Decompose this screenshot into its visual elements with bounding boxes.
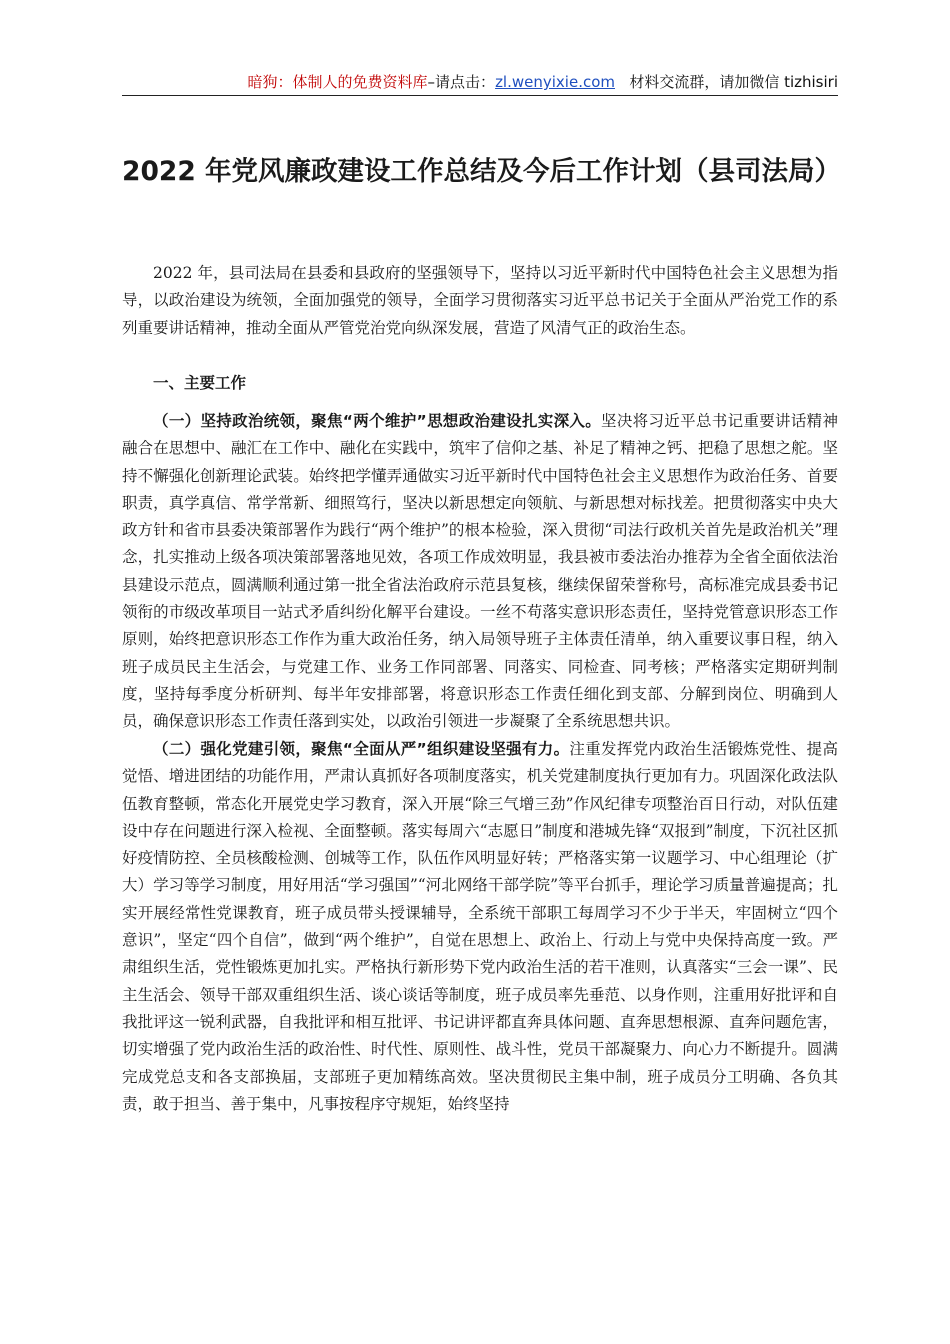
intro-paragraph: 2022 年，县司法局在县委和县政府的坚强领导下，坚持以习近平新时代中国特色社会主义思想为指导，以政治建设为统领，全面加强党的领导，全面学习贯彻落实习近平总书记关于全面从严治党工作的系列重要讲话精神，推动全面从严管党治党向纵深发展，营造了风清气正的政治生态。 [122, 264, 838, 337]
header-link[interactable]: zl.wenyixie.com [495, 73, 615, 91]
header-divider [122, 95, 838, 96]
document-title: 2022 年党风廉政建设工作总结及今后工作计划（县司法局） [122, 156, 841, 187]
paragraph-1-body: 坚决将习近平总书记重要讲话精神融合在思想中、融汇在工作中、融化在实践中，筑牢了信仰之基、补足了精神之钙、把稳了思想之舵。坚持不懈强化创新理论武装。始终把学懂弄通做实习近平新时代中国特色社会主义思想作为政治任务、首要职责，真学真信、常学常新、细照笃行，坚决以新思想定向领航、与新思想对标找差。把贯彻落实中央大政方针和省市县委决策部署作为践行“两个维护”的根本检验，深入贯彻“司法行政机关首先是政治机关”理念，扎实推动上级各项决策部署落地见效，各项工作成效明显，我县被市委法治办推荐为全省全面依法治县建设示范点，圆满顺利通过第一批全省法治政府示范县复核，继续保留荣誉称号，高标准完成县委书记领衔的市级改革项目一站式矛盾纠纷化解平台建设。一丝不苟落实意识形态责任，坚持党管意识形态工作原则，始终把意识形态工作作为重大政治任务，纳入局领导班子主体责任清单，纳入重要议事日程，纳入班子成员民主生活会，与党建工作、业务工作同部署、同落实、同检查、同考核；严格落实定期研判制度，坚持每季度分析研判、每半年安排部署，将意识形态工作责任细化到支部、分解到岗位、明确到人员，确保意识形态工作责任落到实处，以政治引领进一步凝聚了全系统思想共识。 [122, 412, 838, 731]
header-click-prompt: –请点击： [427, 73, 496, 91]
paragraph-2-body: 注重发挥党内政治生活锻炼党性、提高觉悟、增进团结的功能作用，严肃认真抓好各项制度落实，机关党建制度执行更加有力。巩固深化政法队伍教育整顿，常态化开展党史学习教育，深入开展“除三气增三劲”作风纪律专项整治百日行动，对队伍建设中存在问题进行深入检视、全面整顿。落实每周六“志愿日”制度和港城先锋“双报到”制度，下沉社区抓好疫情防控、全员核酸检测、创城等工作，队伍作风明显好转；严格落实第一议题学习、中心组理论（扩大）学习等学习制度，用好用活“学习强国”“河北网络干部学院”等平台抓手，理论学习质量普遍提高；扎实开展经常性党课教育，班子成员带头授课辅导，全系统干部职工每周学习不少于半天，牢固树立“四个意识”，坚定“四个自信”，做到“两个维护”，自觉在思想上、政治上、行动上与党中央保持高度一致。严肃组织生活，党性锻炼更加扎实。严格执行新形势下党内政治生活的若干准则，认真落实“三会一课”、民主生活会、领导干部双重组织生活、谈心谈话等制度，班子成员率先垂范、以身作则，注重用好批评和自我批评这一锐利武器，自我批评和相互批评、书记讲评都直奔具体问题、直奔思想根源、直奔问题危害，切实增强了党内政治生活的政治性、时代性、原则性、战斗性，党员干部凝聚力、向心力不断提升。圆满完成党总支和各支部换届，支部班子更加精练高效。坚决贯彻民主集中制，班子成员分工明确、各负其责，敢于担当、善于集中，凡事按程序守规矩，始终坚持 [122, 740, 838, 1113]
paragraph-1 [122, 408, 838, 736]
header-contact [615, 73, 838, 91]
paragraph-1-lead: （一）坚持政治统领，聚焦“两个维护”思想政治建设扎实深入。 [153, 412, 602, 430]
section-heading: 一、主要工作 [153, 374, 247, 392]
paragraph-2 [122, 736, 838, 1118]
page-header [122, 70, 838, 94]
paragraph-2-lead: （二）强化党建引领，聚焦“全面从严”组织建设坚强有力。 [153, 740, 570, 758]
header-contact-text: 材料交流群，请加微信 tizhisiri [629, 73, 838, 91]
header-site-name: 暗狗：体制人的免费资料库 [247, 73, 428, 91]
